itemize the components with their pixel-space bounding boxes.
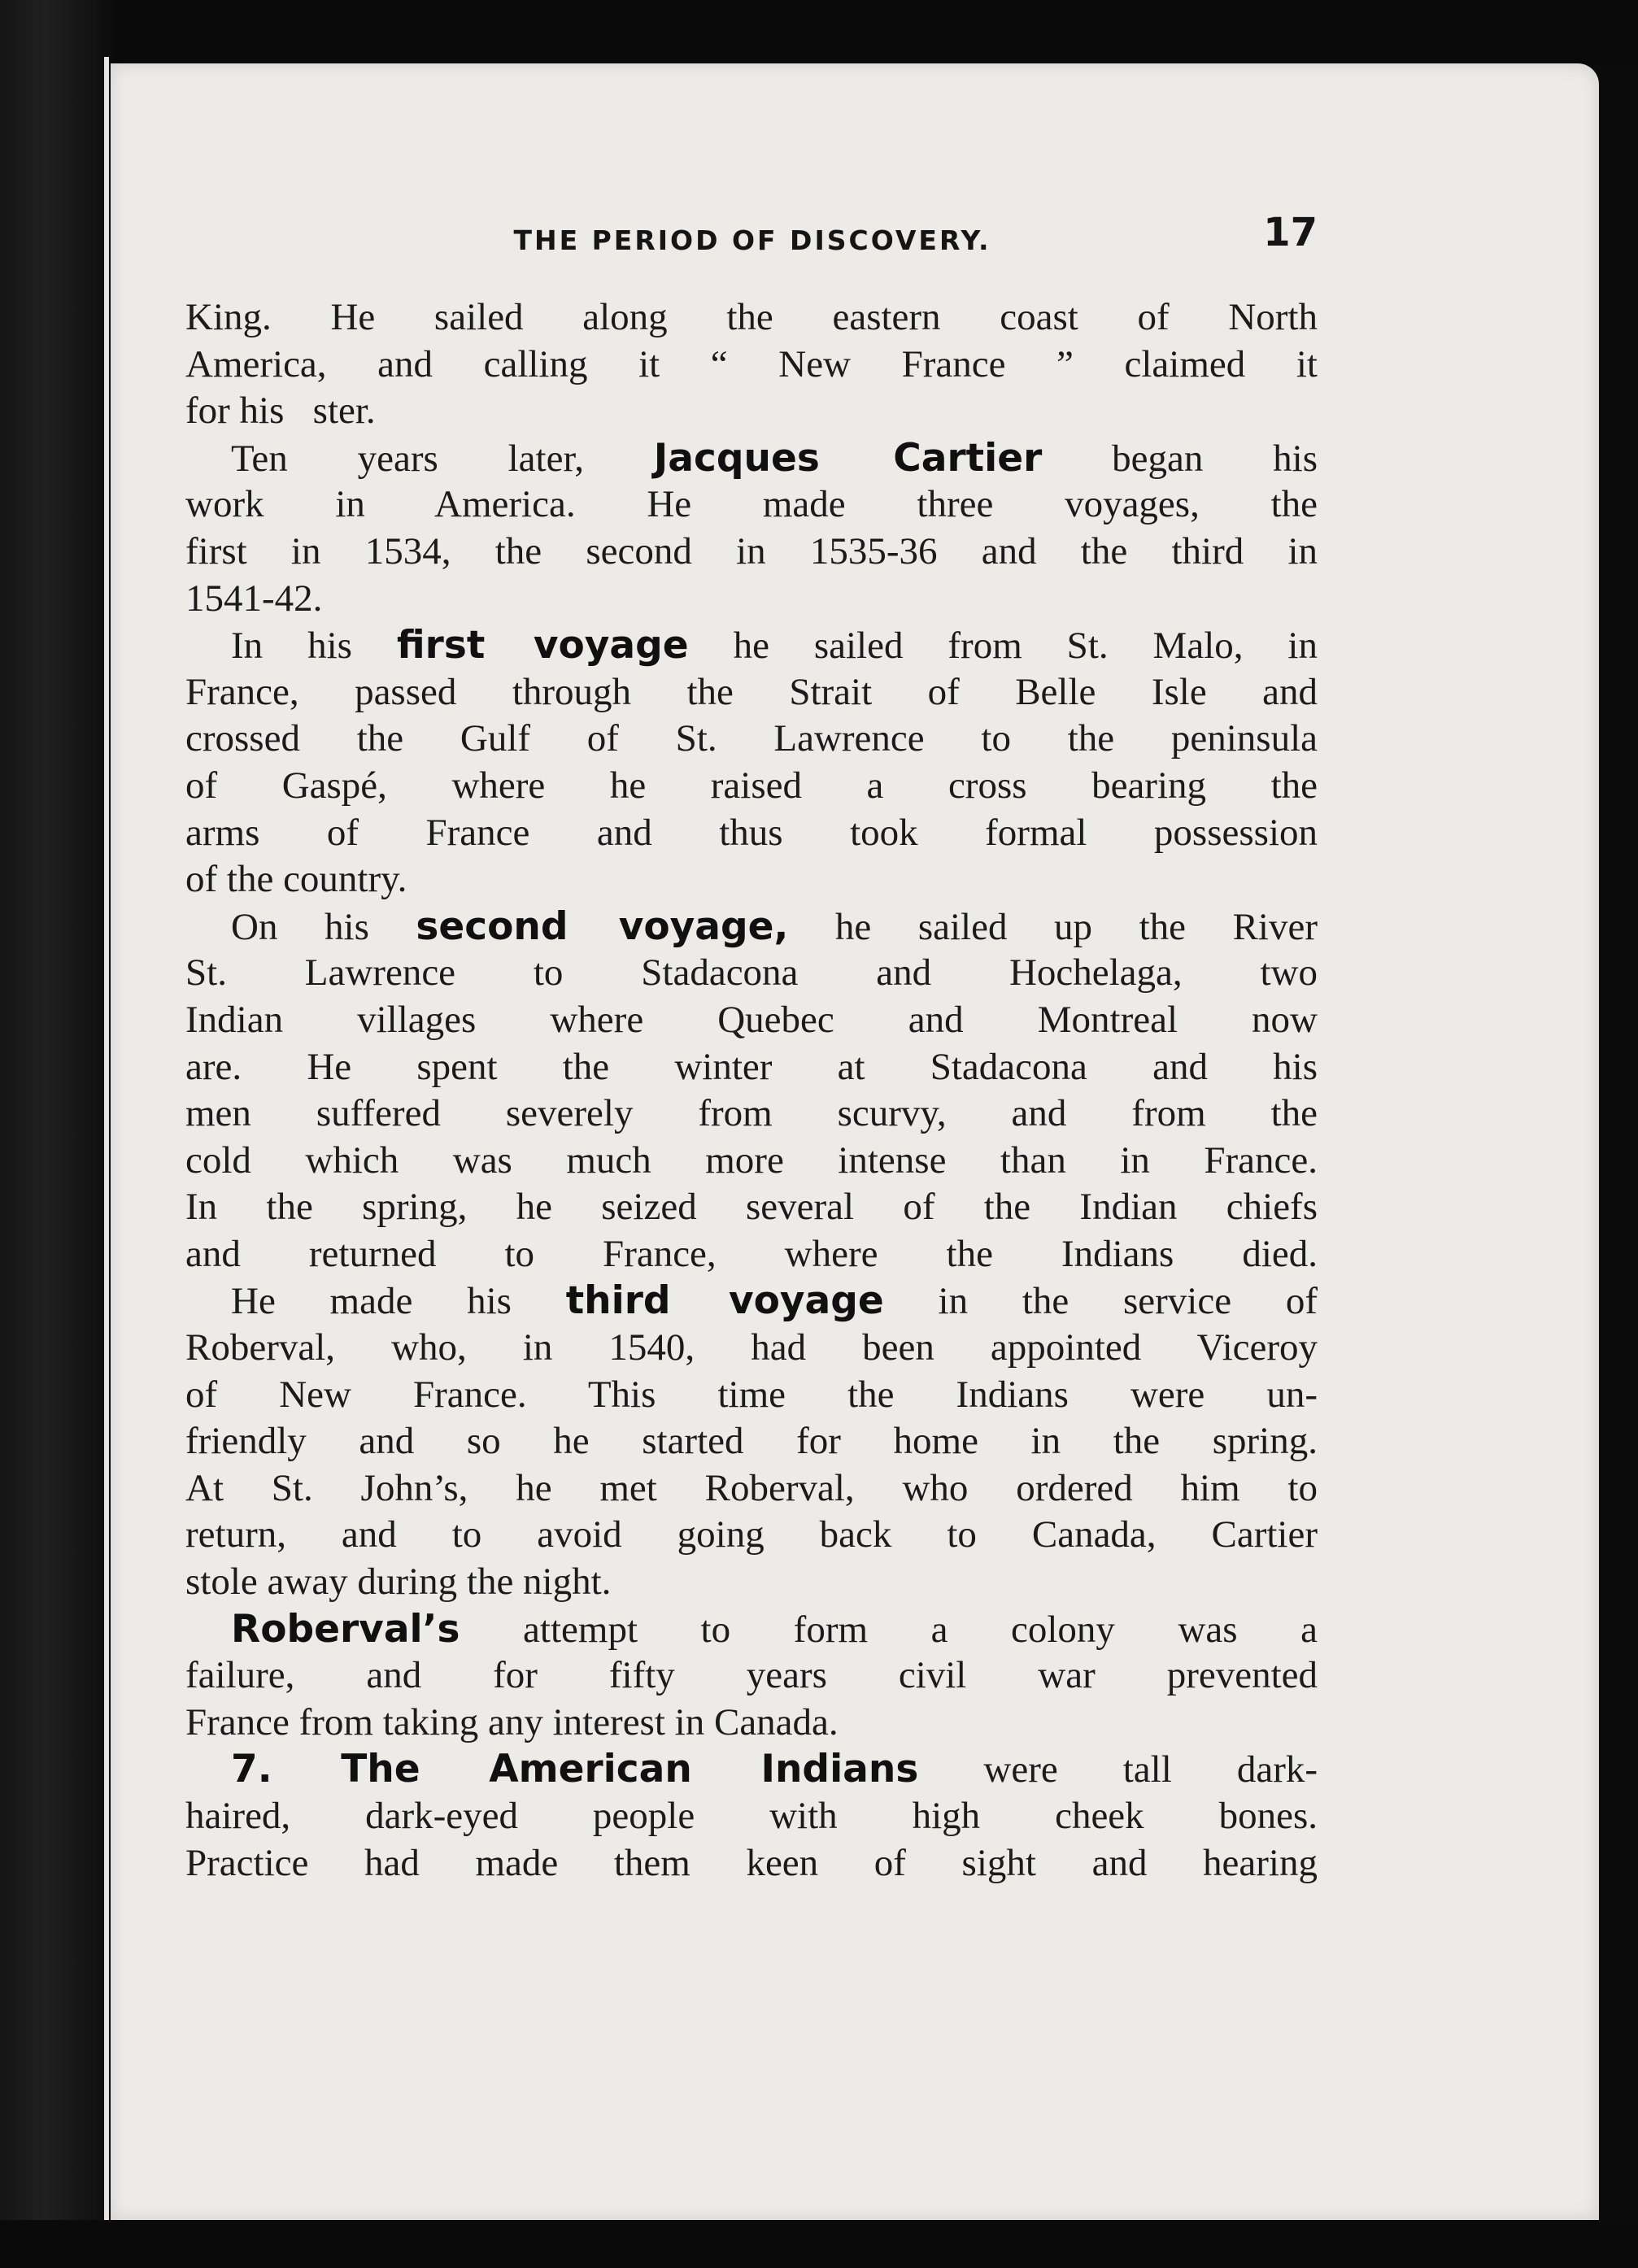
text-run: he sailed up the River bbox=[788, 905, 1318, 948]
text-line bbox=[185, 1746, 1318, 1793]
text-line bbox=[185, 1559, 1318, 1606]
text-line bbox=[185, 716, 1318, 763]
scan-bottom-border bbox=[0, 2220, 1638, 2268]
text-run: failure, and for fifty years civil war prevented bbox=[185, 1654, 1318, 1697]
bold-term: first voyage bbox=[396, 623, 689, 668]
text-run: arms of France and thus took formal possession bbox=[185, 811, 1318, 854]
bold-term: Roberval’s bbox=[231, 1606, 460, 1652]
text-run: friendly and so he started for home in the spring. bbox=[185, 1420, 1318, 1463]
text-run: St. Lawrence to Stadacona and Hochelaga, two bbox=[185, 951, 1318, 995]
scan-top-border bbox=[114, 0, 1638, 65]
text-line bbox=[185, 1606, 1318, 1653]
bold-term: third voyage bbox=[565, 1278, 884, 1324]
text-line bbox=[185, 1512, 1318, 1559]
text-line bbox=[185, 763, 1318, 810]
text-run: are. He spent the winter at Stadacona and his bbox=[185, 1045, 1318, 1088]
text-line bbox=[185, 1278, 1318, 1325]
text-line bbox=[185, 294, 1318, 342]
text-run: Practice had made them keen of sight and hearing bbox=[185, 1841, 1318, 1884]
text-run: He made his bbox=[231, 1280, 566, 1323]
text-run: On his bbox=[231, 905, 416, 948]
bold-term: 7. The American Indians bbox=[231, 1747, 919, 1792]
facing-page-edge bbox=[104, 57, 109, 2236]
text-line bbox=[185, 1184, 1318, 1231]
text-line bbox=[185, 1325, 1318, 1372]
text-line bbox=[185, 1044, 1318, 1091]
text-run: return, and to avoid going back to Canada, Cartier bbox=[185, 1513, 1318, 1556]
text-line bbox=[185, 856, 1318, 903]
page-number: 17 bbox=[1263, 210, 1318, 255]
text-line bbox=[185, 342, 1318, 389]
text-line bbox=[185, 1138, 1318, 1185]
text-line bbox=[185, 1372, 1318, 1419]
text-run: In his bbox=[231, 625, 397, 668]
text-run: stole away during the night. bbox=[185, 1561, 612, 1604]
text-line bbox=[185, 481, 1318, 529]
text-line bbox=[185, 576, 1318, 623]
text-run: were tall dark- bbox=[918, 1748, 1318, 1791]
text-line bbox=[185, 1652, 1318, 1700]
text-run: attempt to form a colony was a bbox=[460, 1608, 1318, 1651]
running-head bbox=[187, 210, 1318, 283]
bold-term: Jacques Cartier bbox=[653, 435, 1043, 481]
text-line bbox=[185, 1465, 1318, 1513]
text-line bbox=[185, 903, 1318, 951]
running-title: THE PERIOD OF DISCOVERY. bbox=[513, 224, 991, 256]
text-run: of the country. bbox=[185, 858, 407, 901]
text-run: 1541-42. bbox=[185, 577, 323, 620]
body-text bbox=[185, 294, 1318, 1887]
text-run: he sailed from St. Malo, in bbox=[688, 625, 1318, 668]
text-line bbox=[185, 529, 1318, 576]
text-line bbox=[185, 997, 1318, 1044]
text-line bbox=[185, 1418, 1318, 1465]
text-run: In the spring, he seized several of the Indian chiefs bbox=[185, 1186, 1318, 1229]
text-line bbox=[185, 622, 1318, 669]
text-run: Indian villages where Quebec and Montreal now bbox=[185, 998, 1318, 1041]
text-run: Ten years later, bbox=[231, 437, 654, 480]
text-run: America, and calling it “ New France ” claimed it bbox=[185, 342, 1318, 385]
text-run: work in America. He made three voyages, the bbox=[185, 483, 1318, 526]
text-run: At St. John’s, he met Roberval, who ordered him to bbox=[185, 1466, 1318, 1509]
text-run: men suffered severely from scurvy, and from the bbox=[185, 1092, 1318, 1135]
text-line bbox=[185, 1231, 1318, 1278]
text-run: first in 1534, the second in 1535-36 and the third in bbox=[185, 529, 1318, 572]
text-line bbox=[185, 388, 1318, 435]
text-line bbox=[185, 950, 1318, 997]
text-run: and returned to France, where the Indians died. bbox=[185, 1232, 1318, 1275]
text-line bbox=[185, 435, 1318, 482]
text-run: began his bbox=[1042, 437, 1318, 480]
text-run: King. He sailed along the eastern coast of North bbox=[185, 296, 1318, 338]
left-binding-strip bbox=[0, 0, 114, 2268]
text-line bbox=[185, 669, 1318, 716]
text-run: France, passed through the Strait of Belle Isle and bbox=[185, 670, 1318, 713]
text-run: Roberval, who, in 1540, had been appointed Viceroy bbox=[185, 1326, 1318, 1369]
text-line bbox=[185, 1090, 1318, 1138]
text-run: cold which was much more intense than in France. bbox=[185, 1138, 1318, 1182]
text-line bbox=[185, 1793, 1318, 1840]
text-run: in the service of bbox=[883, 1280, 1318, 1323]
text-run: of New France. This time the Indians were un- bbox=[185, 1373, 1318, 1416]
text-line bbox=[185, 1840, 1318, 1887]
text-run: crossed the Gulf of St. Lawrence to the peninsula bbox=[185, 717, 1318, 760]
text-run: of Gaspé, where he raised a cross bearing the bbox=[185, 764, 1318, 807]
text-line bbox=[185, 810, 1318, 857]
text-run: for his ster. bbox=[185, 390, 376, 433]
bold-term: second voyage, bbox=[416, 903, 789, 949]
text-run: France from taking any interest in Canada. bbox=[185, 1700, 839, 1743]
text-line bbox=[185, 1700, 1318, 1747]
text-run: haired, dark-eyed people with high cheek bones. bbox=[185, 1795, 1318, 1837]
